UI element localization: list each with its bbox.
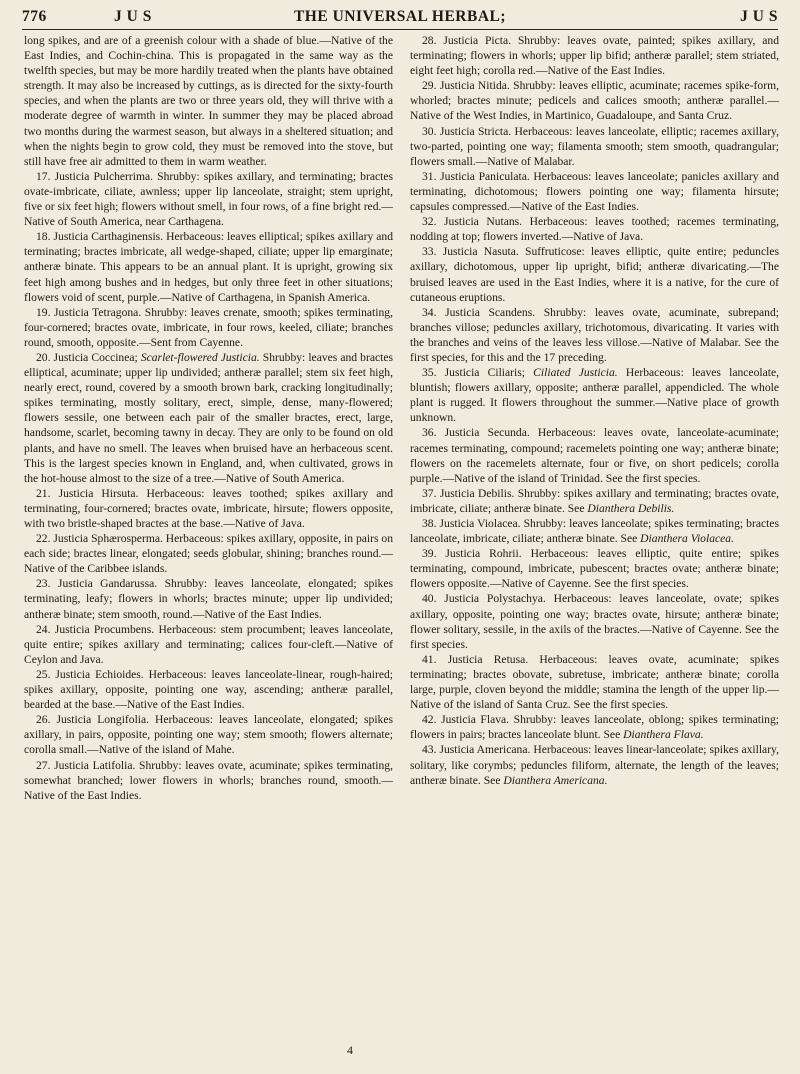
- paragraph: [410, 78, 779, 123]
- paragraph: [410, 652, 779, 712]
- header-rule: [22, 29, 778, 30]
- running-header: [22, 8, 778, 30]
- paragraph: [410, 33, 779, 78]
- paragraph-text: 37. Justicia Debilis. Shrubby: spikes axillary and terminating; bractes ovate, imbricate, ciliate; antheræ binate. See: [410, 486, 779, 515]
- paragraph-text: long spikes, and are of a greenish colour with a shade of blue.—Native of the East Indies, and Cochin-china. This is propagated in the same way as the twelfth species, but may be more hardily treated when the plants have obtained strength. It may also be increased by cuttings, as is directed for the sixty-fourth species, and when the plants are two or three years old, they will thrive with a moderate degree of warmth in winter. In summer they may be placed abroad two months during the warmest season, but always in a sheltered situation; and when the nights begin to grow cold, they must be removed into the stove, but still have free air admitted to them in warm weather.: [24, 34, 393, 168]
- paragraph: [24, 305, 393, 350]
- paragraph-text: 40. Justicia Polystachya. Herbaceous: leaves lanceolate, ovate; spikes axillary, opposite, pointing one way; bractes ovate, hirsute; antheræ binate; flower solitary, sessile, in the axils of the bractes.—Native of Cayenne. See the first species.: [410, 592, 779, 651]
- paragraph-text: 39. Justicia Rohrii. Herbaceous: leaves elliptic, quite entire; spikes terminating, compound, imbricate, pubescent; bractes ovate; antheræ binate; flowers opposite.—Native of Cayenne. See the first species.: [410, 547, 779, 591]
- paragraph: [410, 742, 779, 787]
- paragraph-text: 25. Justicia Echioides. Herbaceous: leaves lanceolate-linear, rough-haired; spikes axillary, opposite, pointing one way, ascending; antheræ parallel, bearded at the base.—Native of the East Indies.: [24, 667, 393, 712]
- paragraph-text-cont: Shrubby: leaves and bractes elliptical, acuminate; upper lip undivided; antheræ parallel; stem six feet high, nearly erect, round, covered by a smooth brown bark, cracking longitudinally; spikes terminating, mostly solitary, erect, simple, dense, many-flowered; flowers sessile, one between each pair of the smaller bractes, erect, large, handsome, scarlet, becoming tawny in decay. They are only to be found on old plants, and have no smell. The leaves when bruised have an herbaceous scent. This is the largest species known in England, and, when cultivated, grows in the hot-house almost to the size of a tree.—Native of South America.: [24, 350, 393, 485]
- paragraph-text: 36. Justicia Secunda. Herbaceous: leaves ovate, lanceolate-acuminate; racemes terminating, compound; racemelets pointing one way; antheræ binate; flowers on the racemelets alternate, four or five, on short pedicels; corolla purple.—Native of the island of Trinidad. See the first species.: [410, 426, 779, 485]
- paragraph: [24, 758, 393, 803]
- paragraph-text: 41. Justicia Retusa. Herbaceous: leaves ovate, acuminate; spikes terminating; bractes obovate, subretuse, imbricate; antheræ binate; corolla large, purple, cloven beyond the middle; stamina the length of the upper lip.—Native of the island of Santa Cruz. See the first species.: [410, 652, 779, 712]
- paragraph: [24, 229, 393, 304]
- paragraph-text-cont: Herbaceous: leaves lanceolate, bluntish; flowers axillary, opposite; antheræ parallel, appendicled. The whole plant is rugged. It flowers throughout the summer.—Native place of growth unknown.: [410, 366, 779, 425]
- paragraph: [24, 169, 393, 229]
- paragraph-text: 42. Justicia Flava. Shrubby: leaves lanceolate, oblong; spikes terminating; flowers in pairs; bractes lanceolate blunt. See: [410, 713, 779, 742]
- paragraph: [410, 546, 779, 591]
- running-head-left: J U S: [114, 8, 152, 25]
- left-column: [24, 33, 393, 803]
- paragraph: [410, 712, 779, 742]
- running-head-right: J U S: [740, 8, 778, 25]
- italic-name: Dianthera Americana.: [503, 773, 608, 787]
- paragraph-text: 30. Justicia Stricta. Herbaceous: leaves lanceolate, elliptic; racemes axillary, two-parted, pointing one way; filamenta smooth; stem smooth, quadrangular; flowers small.—Native of Malabar.: [410, 124, 779, 168]
- paragraph-text: 19. Justicia Tetragona. Shrubby: leaves crenate, smooth; spikes terminating, four-cornered; bractes ovate, imbricate, in four rows, keeled, ciliate; branches round, smooth, opposite.—Sent from Cayenne.: [24, 305, 393, 349]
- italic-name: Dianthera Debilis.: [587, 501, 675, 515]
- paragraph-text: 24. Justicia Procumbens. Herbaceous: stem procumbent; leaves lanceolate, quite entire; spikes axillary and terminating; calices four-cleft.—Native of Ceylon and Java.: [24, 622, 393, 666]
- paragraph-text: 34. Justicia Scandens. Shrubby: leaves ovate, acuminate, subrepand; branches villose; peduncles axillary, trichotomous, divaricating. It varies with the branches and veins of the leaves less villose.—Native of Malabar. See the first species, for this and the 17 preceding.: [410, 305, 779, 364]
- paragraph-text: 26. Justicia Longifolia. Herbaceous: leaves lanceolate, elongated; spikes axillary, in pairs, opposite, pointing one way; stem smooth; flowers alternate; corolla small.—Native of the island of Mahe.: [24, 713, 393, 757]
- paragraph-text: 43. Justicia Americana. Herbaceous: leaves linear-lanceolate; spikes axillary, solitary, like corymbs; peduncles filiform, alternate, the length of the leaves; antheræ binate. See: [410, 743, 779, 787]
- italic-name: Dianthera Flava.: [623, 728, 704, 742]
- paragraph: [24, 531, 393, 576]
- paragraph: [410, 486, 779, 516]
- paragraph: [24, 622, 393, 667]
- paragraph-text: 18. Justicia Carthaginensis. Herbaceous: leaves elliptical; spikes axillary and terminating; bractes imbricate, all wedge-shaped, ciliate; upper lip emarginate; antheræ binate. This appears to be an annual plant. It is upright, growing six feet high among bushes and in hedges, but only three feet in other situations; flowers void of scent, purple.—Native of Carthagena, in Spanish America.: [24, 230, 393, 304]
- signature-mark: 4: [347, 1043, 353, 1057]
- paragraph-text: 38. Justicia Violacea. Shrubby: leaves lanceolate; spikes terminating; bractes lanceolate, imbricate, ciliate; antheræ binate. See: [410, 517, 779, 546]
- paragraph: [410, 124, 779, 169]
- paragraph: [410, 244, 779, 304]
- page-number: 776: [22, 8, 47, 25]
- paragraph-text: 29. Justicia Nitida. Shrubby: leaves elliptic, acuminate; racemes spike-form, whorled; bractes minute; pedicels and calices smooth; antheræ parallel.—Native of the West Indies, in Martinico, Guadaloupe, and Santa Cruz.: [410, 79, 779, 123]
- italic-name: Dianthera Violacea.: [640, 532, 734, 546]
- paragraph: [24, 33, 393, 169]
- italic-name: Scarlet-flowered Justicia.: [140, 350, 260, 364]
- paragraph: [410, 365, 779, 425]
- paragraph: [24, 486, 393, 531]
- paragraph-text: 27. Justicia Latifolia. Shrubby: leaves ovate, acuminate; spikes terminating, somewhat branched; lower flowers in whorls; branches round, smooth.—Native of the East Indies.: [24, 758, 393, 802]
- paragraph: [410, 214, 779, 244]
- paragraph: [410, 425, 779, 485]
- italic-name: Ciliated Justicia.: [533, 366, 618, 380]
- paragraph-text: 22. Justicia Sphærosperma. Herbaceous: spikes axillary, opposite, in pairs on each side; bractes linear, elongated; seeds globular, shining; branches round.—Native of the Caribbee islands.: [24, 532, 393, 576]
- paragraph-text: 33. Justicia Nasuta. Suffruticose: leaves elliptic, quite entire; peduncles axillary, dichotomous, upper lip upright, bifid; antheræ divaricating.—The bruised leaves are used in the East Indies, where it is a native, for the cure of cutaneous eruptions.: [410, 245, 779, 304]
- paragraph-text: 17. Justicia Pulcherrima. Shrubby: spikes axillary, and terminating; bractes ovate-imbricate, ciliate, awnless; upper lip lanceolate, straight; stem upright, five or six feet high; flowers without smell, in four rows, of a fine bright red.—Native of South America, near Carthagena.: [24, 169, 393, 229]
- paragraph: [24, 712, 393, 757]
- paragraph-text: 21. Justicia Hirsuta. Herbaceous: leaves toothed; spikes axillary and terminating, four-cornered; bractes ovate, imbricate, hirsute; flowers opposite, with two bristle-shaped bractes at the base.—Native of Java.: [24, 486, 393, 530]
- paragraph: [410, 591, 779, 651]
- page-title: THE UNIVERSAL HERBAL;: [293, 8, 507, 25]
- right-column: [410, 33, 779, 788]
- paragraph: [24, 350, 393, 486]
- paragraph-text: 28. Justicia Picta. Shrubby: leaves ovate, painted; spikes axillary, and terminating; flowers in whorls; upper lip bifid; antheræ parallel; stem striated, eight feet high; corolla red.—Native of the East Indies.: [410, 34, 779, 78]
- paragraph: [410, 305, 779, 365]
- paragraph-text: 31. Justicia Paniculata. Herbaceous: leaves lanceolate; panicles axillary and terminating, dichotomous; flowers pointing one way; filamenta hirsute; capsules compressed.—Native of the East Indies.: [410, 169, 779, 214]
- paragraph: [410, 516, 779, 546]
- paragraph-text: 32. Justicia Nutans. Herbaceous: leaves toothed; racemes terminating, nodding at top; flowers inverted.—Native of Java.: [410, 215, 779, 244]
- paragraph: [24, 576, 393, 621]
- paragraph: [410, 169, 779, 214]
- paragraph: [24, 667, 393, 712]
- paragraph-text: 35. Justicia Ciliaris;: [422, 366, 534, 380]
- paragraph-text: 23. Justicia Gandarussa. Shrubby: leaves lanceolate, elongated; spikes terminating, leafy; flowers in whorls; bractes minute; upper lip undivided; antheræ binate; stem smooth, round.—Native of the East Indies.: [24, 577, 393, 621]
- paragraph-text: 20. Justicia Coccinea;: [36, 350, 141, 364]
